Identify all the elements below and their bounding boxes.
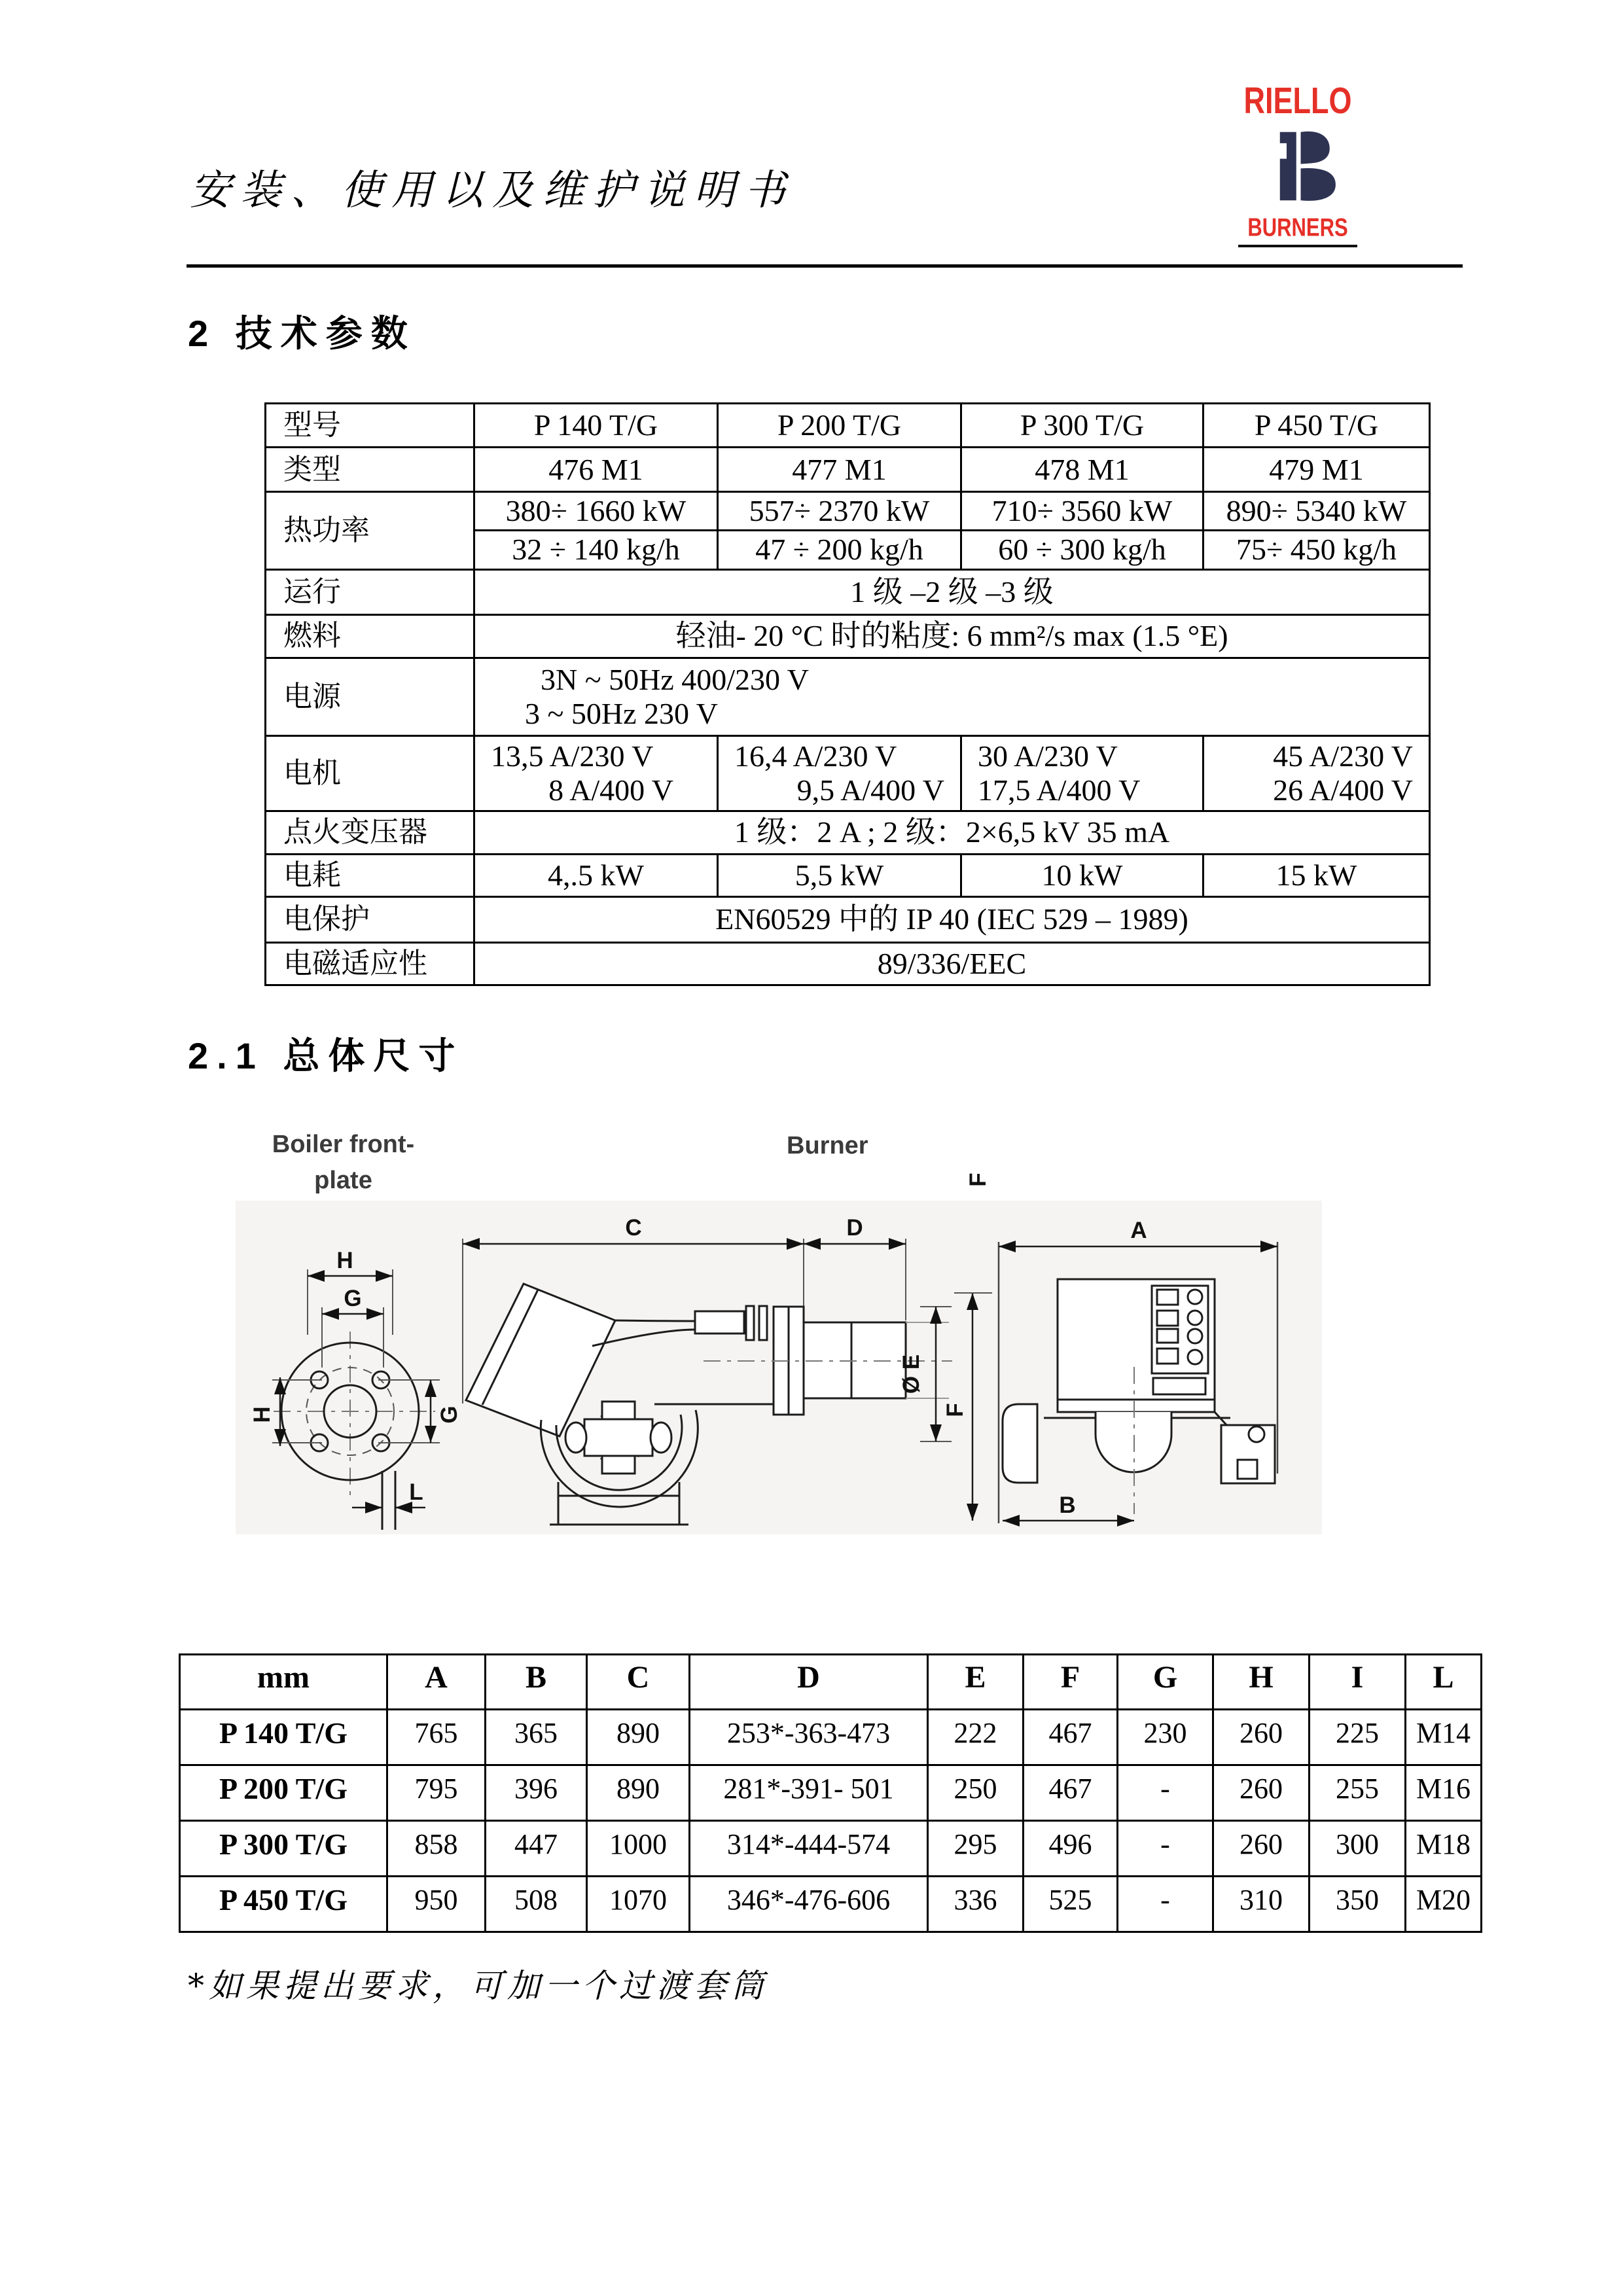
model-cell: P 200 T/G (180, 1765, 387, 1821)
cell: 222 (928, 1710, 1024, 1765)
cell: 60 ÷ 300 kg/h (961, 530, 1204, 569)
cell: 858 (387, 1821, 486, 1877)
cell: 950 (387, 1877, 486, 1932)
cell: 765 (387, 1710, 486, 1765)
cell: P 450 T/G (1204, 404, 1430, 448)
cell: 4,.5 kW (474, 854, 718, 896)
header-divider (187, 264, 1463, 268)
row-label: 型号 (266, 404, 474, 448)
dim-label-f2: F (942, 1403, 968, 1417)
cell: M14 (1406, 1710, 1482, 1765)
cell: 1070 (587, 1877, 690, 1932)
motor-400: 26 A/400 V (1273, 773, 1413, 807)
col-header: B (486, 1655, 587, 1710)
table-row (266, 854, 1430, 896)
motor-400: 17,5 A/400 V (978, 773, 1141, 807)
cell: 230 (1118, 1710, 1213, 1765)
table-row (266, 942, 1430, 985)
cell (1204, 735, 1430, 811)
col-header: H (1213, 1655, 1310, 1710)
cell: 310 (1213, 1877, 1310, 1932)
spec-table (264, 402, 1431, 986)
cell: 225 (1310, 1710, 1406, 1765)
table-row (180, 1710, 1482, 1765)
row-label: 运行 (266, 569, 474, 614)
cell (474, 658, 1430, 735)
row-label: 电磁适应性 (266, 942, 474, 985)
table-header-row (180, 1655, 1482, 1710)
supply-line-2: 3 ~ 50Hz 230 V (525, 696, 718, 730)
row-label: 燃料 (266, 614, 474, 658)
cell: 295 (928, 1821, 1024, 1877)
dim-label-a: A (1130, 1218, 1147, 1243)
model-cell: P 300 T/G (180, 1821, 387, 1877)
table-row (266, 492, 1430, 531)
cell: 467 (1024, 1710, 1118, 1765)
col-header: C (587, 1655, 690, 1710)
diagram-caption-right: Burner (787, 1132, 868, 1159)
table-row (266, 404, 1430, 448)
cell: 890÷ 5340 kW (1204, 492, 1430, 531)
logo-sub-text: BURNERS (1247, 213, 1348, 242)
cell: 1 级 –2 级 –3 级 (474, 569, 1430, 614)
cell: 890 (587, 1710, 690, 1765)
cell: 890 (587, 1765, 690, 1821)
col-header: E (928, 1655, 1024, 1710)
cell: 380÷ 1660 kW (474, 492, 718, 531)
cell: 557÷ 2370 kW (718, 492, 961, 531)
dim-label-h-vert: H (249, 1406, 275, 1423)
cell: 255 (1310, 1765, 1406, 1821)
riello-logo (1238, 80, 1357, 247)
row-label: 电机 (266, 735, 474, 811)
cell: 5,5 kW (718, 854, 961, 896)
cell: 轻油- 20 °C 时的粘度: 6 mm²/s max (1.5 °E) (474, 614, 1430, 658)
table-row (266, 896, 1430, 942)
table-row (266, 569, 1430, 614)
cell: 1 级：2 A ; 2 级：2×6,5 kV 35 mA (474, 811, 1430, 854)
table-row (266, 448, 1430, 492)
table-row (266, 658, 1430, 735)
col-header: D (690, 1655, 928, 1710)
cell: 1000 (587, 1821, 690, 1877)
cell: - (1118, 1765, 1213, 1821)
cell: 795 (387, 1765, 486, 1821)
cell: 300 (1310, 1821, 1406, 1877)
motor-400: 9,5 A/400 V (796, 773, 944, 807)
cell: P 140 T/G (474, 404, 718, 448)
cell: 281*-391- 501 (690, 1765, 928, 1821)
dim-label-g-vert: G (437, 1405, 462, 1424)
motor-230: 30 A/230 V (978, 739, 1118, 773)
supply-line-1: 3N ~ 50Hz 400/230 V (541, 663, 809, 696)
table-row (180, 1765, 1482, 1821)
cell: 250 (928, 1765, 1024, 1821)
cell: 260 (1213, 1710, 1310, 1765)
cell: 10 kW (961, 854, 1204, 896)
cell: 479 M1 (1204, 448, 1430, 492)
cell: 314*-444-574 (690, 1821, 928, 1877)
section-2-title: 2 技术参数 (188, 313, 416, 354)
cell (718, 735, 961, 811)
col-header: A (387, 1655, 486, 1710)
col-header: F (1024, 1655, 1118, 1710)
cell: - (1118, 1877, 1213, 1932)
table-row (180, 1877, 1482, 1932)
model-cell: P 140 T/G (180, 1710, 387, 1765)
cell: 260 (1213, 1821, 1310, 1877)
page-title: 安装、使用以及维护说明书 (190, 166, 794, 214)
section-21-title: 2.1 总体尺寸 (188, 1035, 464, 1076)
cell: 32 ÷ 140 kg/h (474, 530, 718, 569)
model-cell: P 450 T/G (180, 1877, 387, 1932)
dim-label-b: B (1059, 1492, 1076, 1518)
cell: M16 (1406, 1765, 1482, 1821)
dim-label-f: F (965, 1173, 991, 1187)
cell: 447 (486, 1821, 587, 1877)
cell: 396 (486, 1765, 587, 1821)
col-header-mm: mm (180, 1655, 387, 1710)
cell: 47 ÷ 200 kg/h (718, 530, 961, 569)
motor-230: 13,5 A/230 V (491, 739, 654, 773)
cell: 477 M1 (718, 448, 961, 492)
row-label: 电耗 (266, 854, 474, 896)
cell (474, 735, 718, 811)
cell: P 200 T/G (718, 404, 961, 448)
table-row (266, 614, 1430, 658)
col-header: L (1406, 1655, 1482, 1710)
cell: 365 (486, 1710, 587, 1765)
dim-label-l: L (409, 1479, 423, 1505)
row-label: 类型 (266, 448, 474, 492)
cell: P 300 T/G (961, 404, 1204, 448)
col-header: G (1118, 1655, 1213, 1710)
cell: M20 (1406, 1877, 1482, 1932)
dimension-diagram (236, 1112, 1322, 1534)
cell: 525 (1024, 1877, 1118, 1932)
cell: 260 (1213, 1765, 1310, 1821)
cell: 75÷ 450 kg/h (1204, 530, 1430, 569)
dim-label-h: H (336, 1248, 353, 1273)
cell: 346*-476-606 (690, 1877, 928, 1932)
motor-230: 16,4 A/230 V (734, 739, 897, 773)
dim-label-c: C (625, 1215, 642, 1241)
cell: 15 kW (1204, 854, 1430, 896)
col-header: I (1310, 1655, 1406, 1710)
cell: 508 (486, 1877, 587, 1932)
cell: 89/336/EEC (474, 942, 1430, 985)
row-label: 点火变压器 (266, 811, 474, 854)
row-label: 电源 (266, 658, 474, 735)
cell: 467 (1024, 1765, 1118, 1821)
cell: EN60529 中的 IP 40 (IEC 529 – 1989) (474, 896, 1430, 942)
cell: 336 (928, 1877, 1024, 1932)
caption-line: Boiler front-plate (272, 1131, 415, 1195)
logo-brand-text: RIELLO (1243, 79, 1352, 122)
dim-label-d: D (846, 1215, 863, 1241)
dimensions-table (179, 1653, 1482, 1933)
row-label: 电保护 (266, 896, 474, 942)
row-label: 热功率 (266, 492, 474, 570)
cell: 253*-363-473 (690, 1710, 928, 1765)
cell: 478 M1 (961, 448, 1204, 492)
table-row (266, 735, 1430, 811)
footnote: *如果提出要求，可加一个过渡套筒 (188, 1967, 768, 2005)
motor-400: 8 A/400 V (548, 773, 673, 807)
cell (961, 735, 1204, 811)
cell: 350 (1310, 1877, 1406, 1932)
dim-label-diameter-e: Ø E (899, 1354, 924, 1394)
table-row (180, 1821, 1482, 1877)
cell: M18 (1406, 1821, 1482, 1877)
motor-230: 45 A/230 V (1273, 739, 1413, 773)
cell: 710÷ 3560 kW (961, 492, 1204, 531)
cell: - (1118, 1821, 1213, 1877)
dim-label-g: G (344, 1286, 362, 1311)
riello-b-icon (1259, 118, 1336, 215)
cell: 476 M1 (474, 448, 718, 492)
cell: 496 (1024, 1821, 1118, 1877)
table-row (266, 811, 1430, 854)
